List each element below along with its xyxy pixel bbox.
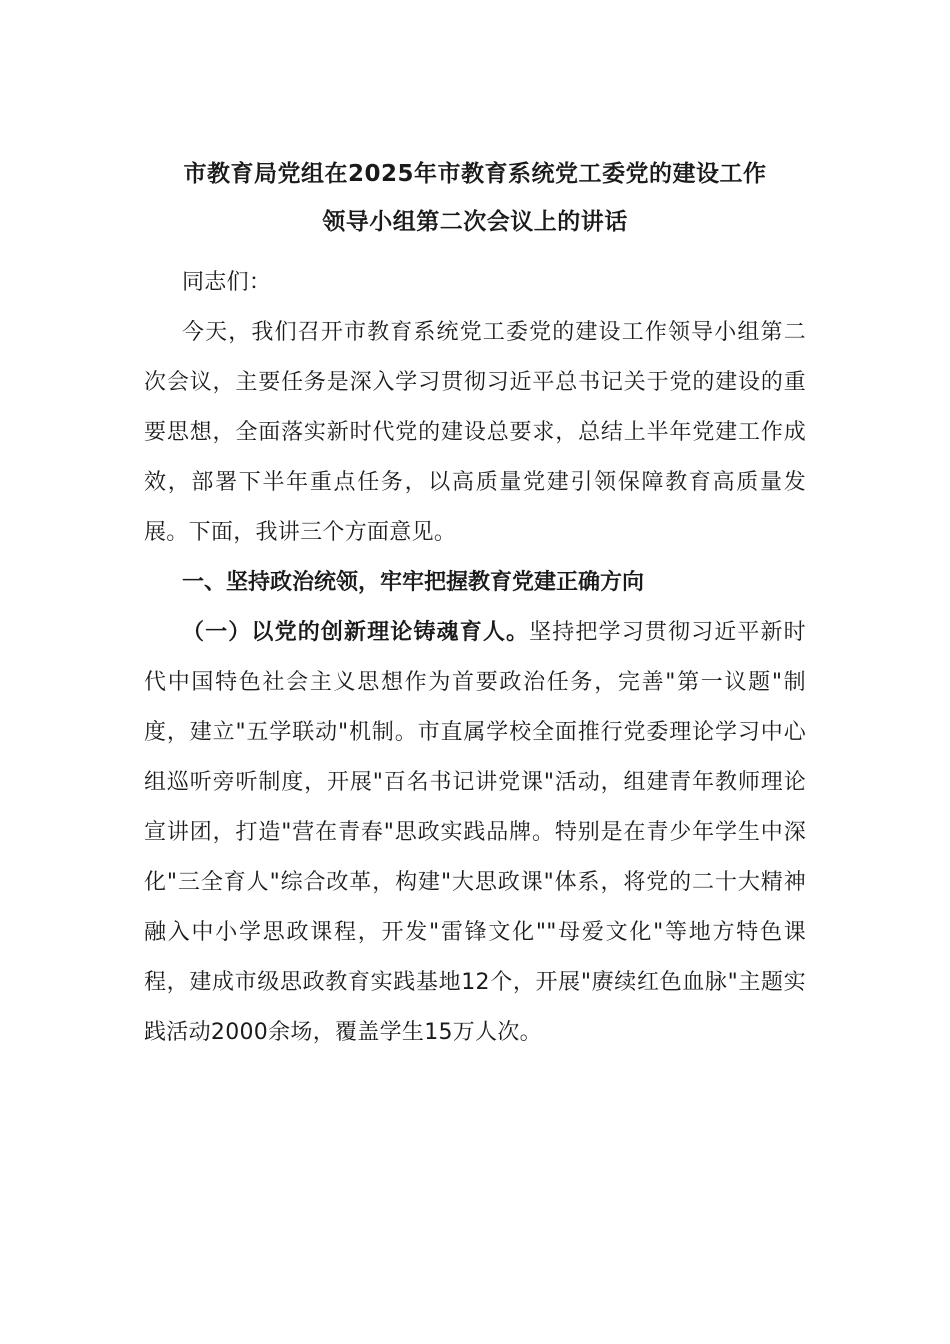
document-title — [144, 150, 806, 246]
subsection-1-lead: （一）以党的创新理论铸魂育人。 — [182, 620, 530, 645]
subsection-1-text: 坚持把学习贯彻习近平新时代中国特色社会主义思想作为首要政治任务，完善"第一议题"制度，建立"五学联动"机制。市直属学校全面推行党委理论学习中心组巡听旁听制度，开展"百名书记讲党课"活动，组建青年教师理论宣讲团，打造"营在青春"思政实践品牌。特别是在青少年学生中深化"三全育人"综合改革，构建"大思政课"体系，将党的二十大精神融入中小学思政课程，开发"雷锋文化""母爱文化"等地方特色课程，建成市级思政教育实践基地12个，开展"赓续红色血脉"主题实践活动2000余场，覆盖学生15万人次。 — [144, 620, 806, 1045]
section-1-heading: 一、坚持政治统领，牢牢把握教育党建正确方向 — [182, 570, 645, 595]
subsection-1-paragraph — [144, 608, 806, 1058]
title-line-2: 领导小组第二次会议上的讲话 — [322, 209, 628, 235]
salutation: 同志们： — [182, 270, 272, 295]
title-line-1: 市教育局党组在2025年市教育系统党工委党的建设工作 — [183, 161, 767, 187]
intro-paragraph: 今天，我们召开市教育系统党工委党的建设工作领导小组第二次会议，主要任务是深入学习贯彻习近平总书记关于党的建设的重要思想，全面落实新时代党的建设总要求，总结上半年党建工作成效，部署下半年重点任务，以高质量党建引领保障教育高质量发展。下面，我讲三个方面意见。 — [144, 320, 806, 545]
document-body — [144, 150, 806, 1058]
